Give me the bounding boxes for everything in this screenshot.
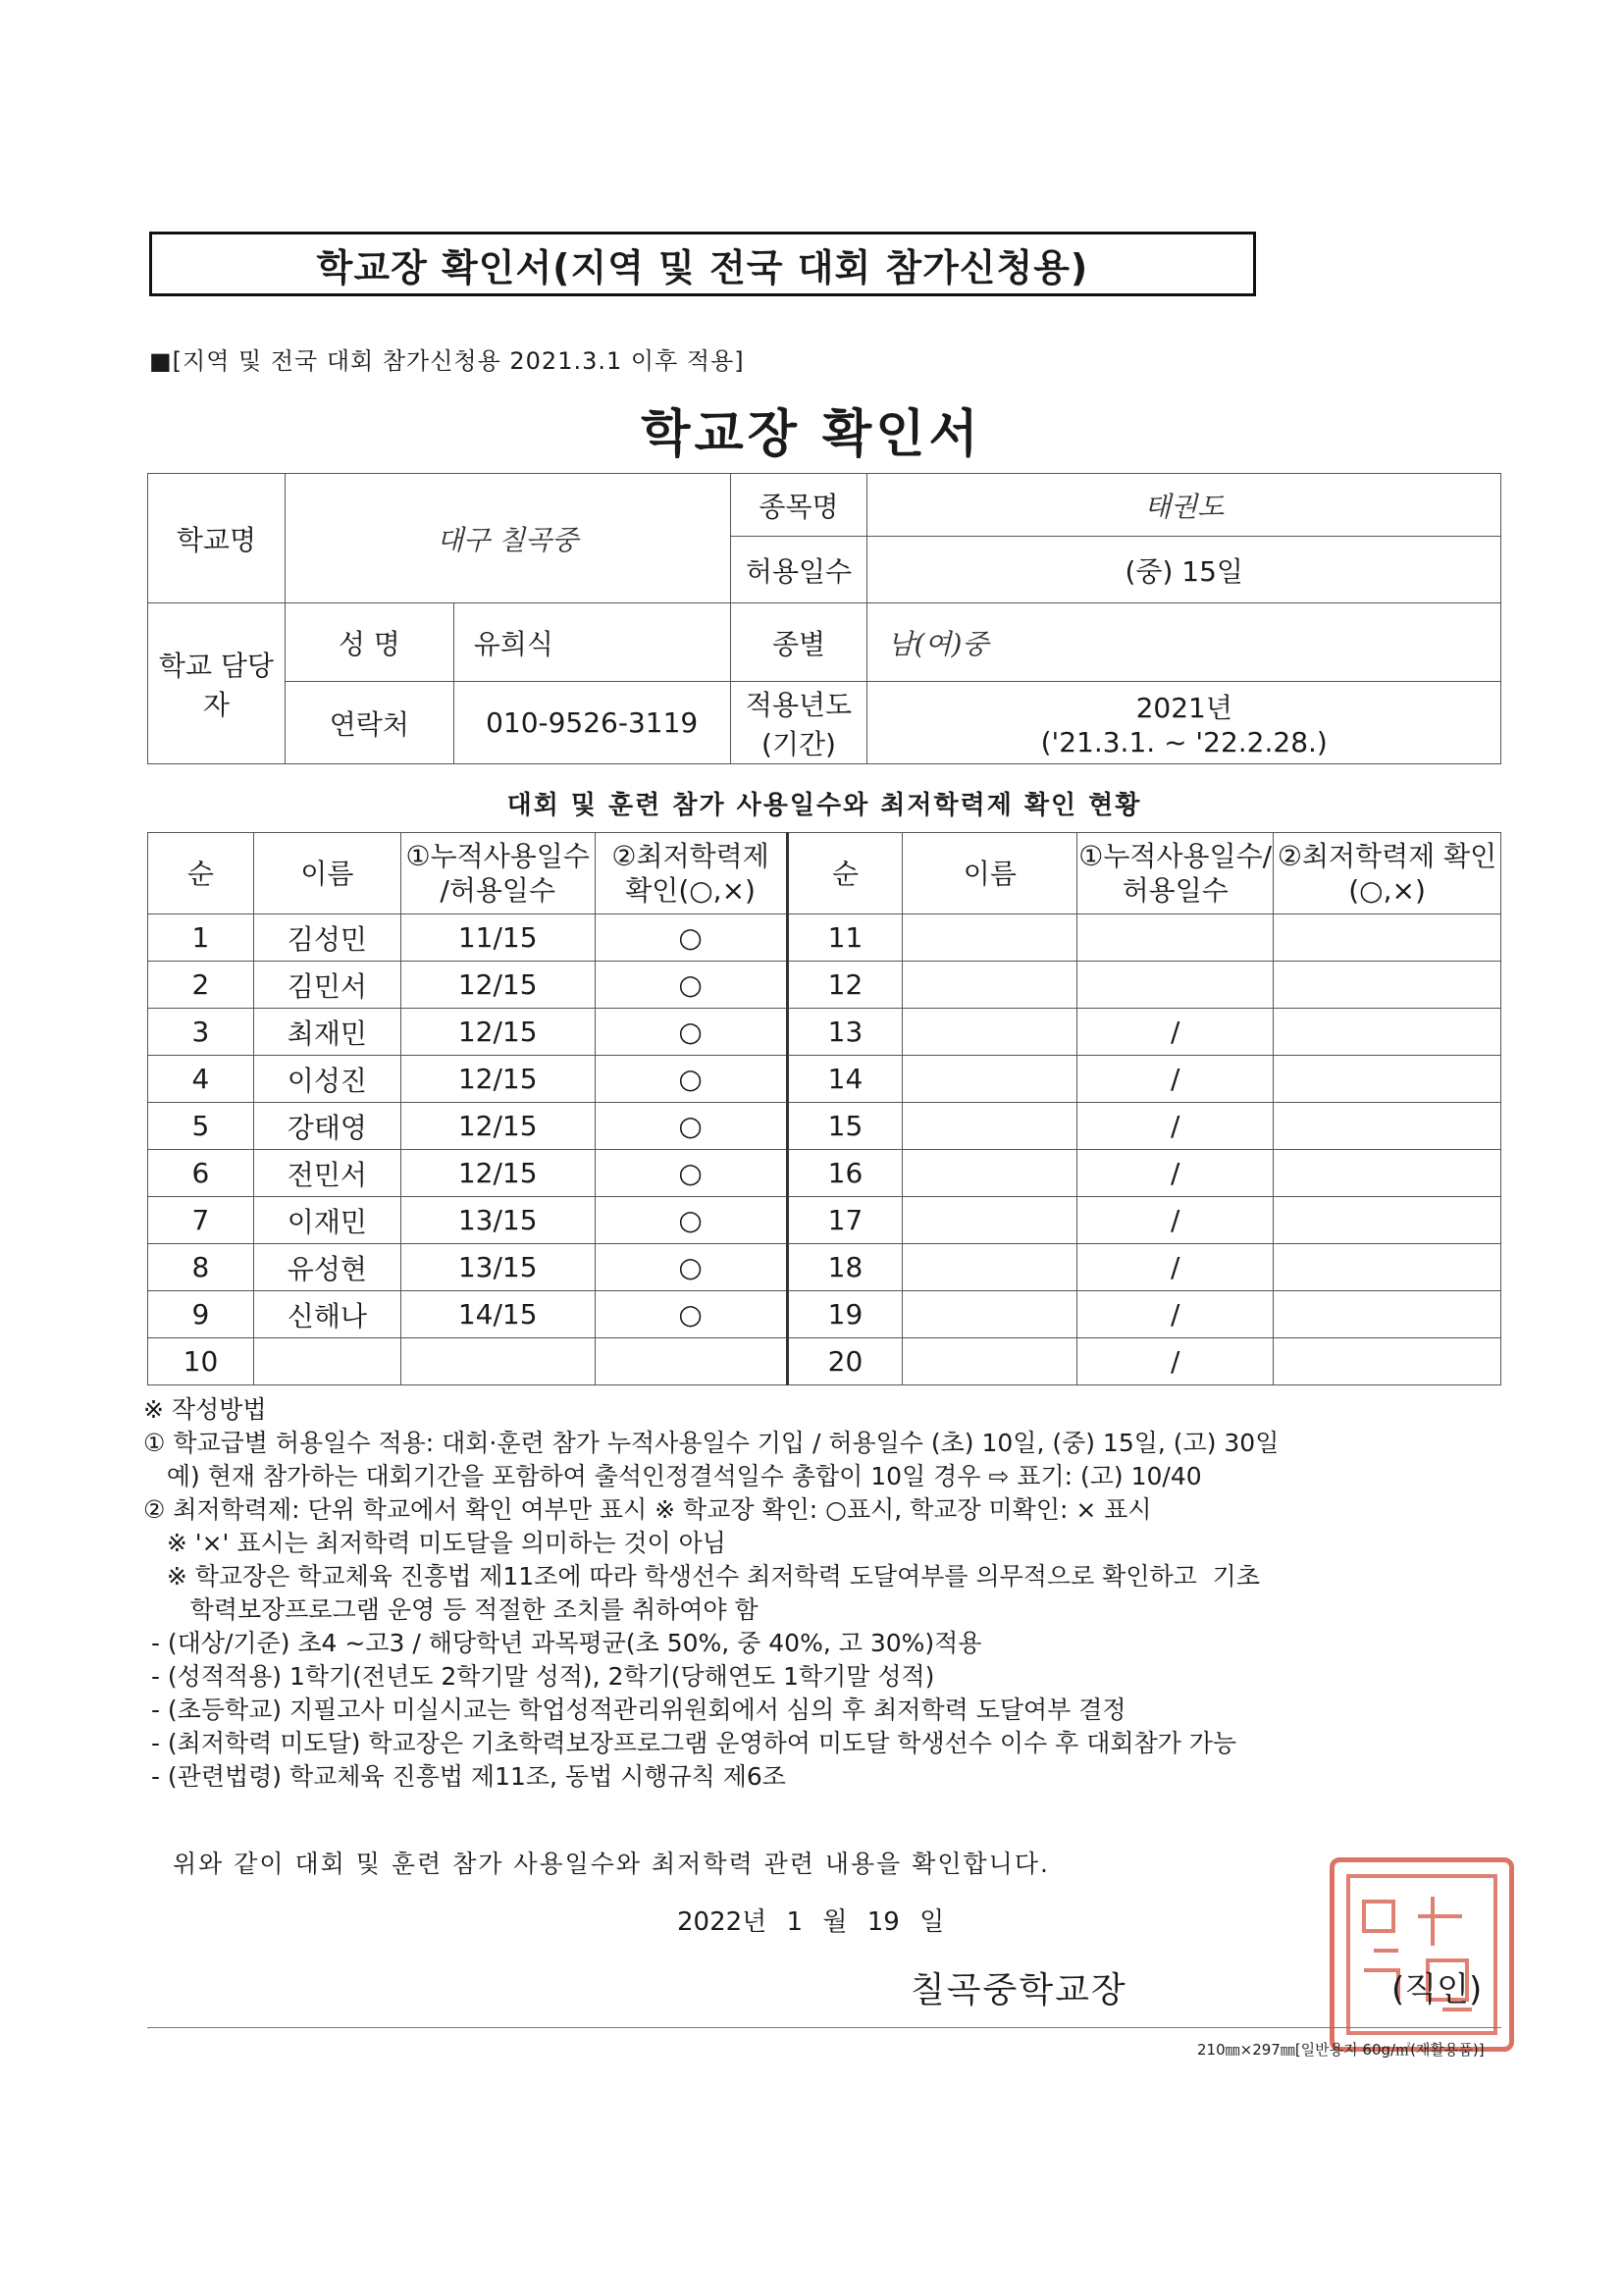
row-no: 5	[148, 1103, 254, 1150]
row-check-right	[1274, 962, 1501, 1009]
header-name: 이름	[253, 833, 400, 914]
table-row	[148, 1009, 1501, 1056]
method-line: ※ '×' 표시는 최저학력 미도달을 의미하는 것이 아님	[143, 1529, 726, 1557]
row-check-right	[1274, 1009, 1501, 1056]
school-label: 학교명	[148, 474, 286, 603]
row-name-right	[903, 1244, 1077, 1291]
row-name-right	[903, 1291, 1077, 1338]
row-days: 12/15	[400, 1103, 595, 1150]
row-check: ○	[595, 1056, 787, 1103]
table-header-row	[148, 833, 1501, 914]
row-days-right	[1077, 914, 1274, 962]
header-days: ①누적사용일수 /허용일수	[400, 833, 595, 914]
table-row	[148, 1291, 1501, 1338]
table-row	[148, 962, 1501, 1009]
row-check: ○	[595, 1103, 787, 1150]
confirmation-statement: 위와 같이 대회 및 훈련 참가 사용일수와 최저학력 관련 내용을 확인합니다.	[173, 1850, 1050, 1878]
row-no-right: 11	[787, 914, 903, 962]
row-check-right	[1274, 914, 1501, 962]
row-days-right: /	[1077, 1103, 1274, 1150]
header-check: ②최저학력제 확인(○,×)	[595, 833, 787, 914]
row-days-right: /	[1077, 1291, 1274, 1338]
period-value: ('21.3.1. ~ '22.2.28.)	[1040, 726, 1328, 758]
row-days-right: /	[1077, 1056, 1274, 1103]
row-days-right: /	[1077, 1244, 1274, 1291]
row-name-right	[903, 914, 1077, 962]
row-name: 강태영	[253, 1103, 400, 1150]
row-check: ○	[595, 962, 787, 1009]
row-name-right	[903, 1009, 1077, 1056]
row-no: 1	[148, 914, 254, 962]
row-no-right: 14	[787, 1056, 903, 1103]
row-no-right: 17	[787, 1197, 903, 1244]
main-title: 학교장 확인서	[641, 405, 982, 464]
row-no-right: 13	[787, 1009, 903, 1056]
row-check: ○	[595, 1197, 787, 1244]
table-row	[148, 1244, 1501, 1291]
header-no: 순	[148, 833, 254, 914]
row-name: 신해나	[253, 1291, 400, 1338]
row-days: 12/15	[400, 1056, 595, 1103]
table-row	[148, 1056, 1501, 1103]
method-line: ※ 작성방법	[143, 1395, 267, 1424]
table-body	[148, 914, 1501, 1385]
contact-label: 연락처	[285, 682, 453, 764]
row-no-right: 19	[787, 1291, 903, 1338]
row-days-right: /	[1077, 1197, 1274, 1244]
table-row	[148, 914, 1501, 962]
row-days: 12/15	[400, 962, 595, 1009]
row-days: 11/15	[400, 914, 595, 962]
row-name: 김성민	[253, 914, 400, 962]
row-check: ○	[595, 914, 787, 962]
school-info-table	[147, 473, 1501, 764]
row-name: 이재민	[253, 1197, 400, 1244]
method-line: 학력보장프로그램 운영 등 적절한 조치를 취하여야 함	[143, 1595, 759, 1624]
principal-signature: 칠곡중학교장	[911, 1970, 1127, 2010]
row-name-right	[903, 1056, 1077, 1103]
method-line: - (대상/기준) 초4 ~고3 / 해당학년 과목평균(초 50%, 중 40%, 고 30%)적용	[143, 1629, 982, 1657]
header-no-right: 순	[787, 833, 903, 914]
row-no: 4	[148, 1056, 254, 1103]
header-name-right: 이름	[903, 833, 1077, 914]
method-line: - (관련법령) 학교체육 진흥법 제11조, 동법 시행규칙 제6조	[143, 1762, 786, 1791]
row-no: 3	[148, 1009, 254, 1056]
writing-method	[143, 1393, 1517, 1794]
row-no-right: 18	[787, 1244, 903, 1291]
document-title-box	[149, 232, 1256, 296]
official-seal-stamp	[1330, 1857, 1514, 2052]
row-name-right	[903, 1338, 1077, 1385]
row-days: 12/15	[400, 1150, 595, 1197]
row-check-right	[1274, 1197, 1501, 1244]
gender-label: 종별	[730, 603, 867, 682]
allowed-days-value: (중) 15일	[867, 537, 1501, 603]
table-row	[148, 1197, 1501, 1244]
row-name-right	[903, 1103, 1077, 1150]
row-check-right	[1274, 1244, 1501, 1291]
row-check-right	[1274, 1056, 1501, 1103]
name-label: 성 명	[285, 603, 453, 682]
athlete-usage-table	[147, 832, 1501, 1385]
notice-line: ■[지역 및 전국 대회 참가신청용 2021.3.1 이후 적용]	[149, 347, 745, 375]
row-days: 14/15	[400, 1291, 595, 1338]
row-name-right	[903, 962, 1077, 1009]
year-cell	[867, 682, 1501, 764]
row-days: 13/15	[400, 1244, 595, 1291]
row-name: 김민서	[253, 962, 400, 1009]
row-check: ○	[595, 1150, 787, 1197]
usage-status-title: 대회 및 훈련 참가 사용일수와 최저학력제 확인 현황	[506, 791, 1142, 820]
school-value: 대구 칠곡중	[285, 474, 730, 603]
header-check-right: ②최저학력제 확인(○,×)	[1274, 833, 1501, 914]
method-line: ※ 학교장은 학교체육 진흥법 제11조에 따라 학생선수 최저학력 도달여부를 의무적으로 확인하고 기초	[143, 1562, 1260, 1591]
row-name-right	[903, 1150, 1077, 1197]
method-line: ① 학교급별 허용일수 적용: 대회·훈련 참가 누적사용일수 기입 / 허용일수 (초) 10일, (중) 15일, (고) 30일	[143, 1429, 1280, 1457]
row-days-right	[1077, 962, 1274, 1009]
contact-value: 010-9526-3119	[453, 682, 730, 764]
row-check: ○	[595, 1009, 787, 1056]
method-line: - (성적적용) 1학기(전년도 2학기말 성적), 2학기(당해연도 1학기말 성적)	[143, 1662, 935, 1691]
row-name: 전민서	[253, 1150, 400, 1197]
year-value: 2021년	[1135, 692, 1232, 724]
table-row	[148, 1103, 1501, 1150]
row-name	[253, 1338, 400, 1385]
row-check-right	[1274, 1338, 1501, 1385]
header-days-right: ①누적사용일수/ 허용일수	[1077, 833, 1274, 914]
row-check: ○	[595, 1291, 787, 1338]
sport-label: 종목명	[730, 474, 867, 537]
row-check-right	[1274, 1150, 1501, 1197]
row-name: 이성진	[253, 1056, 400, 1103]
issue-date: 2022년 1 월 19 일	[677, 1907, 945, 1937]
year-label: 적용년도 (기간)	[730, 682, 867, 764]
method-line: ② 최저학력제: 단위 학교에서 확인 여부만 표시 ※ 학교장 확인: ○표시, 학교장 미확인: × 표시	[143, 1495, 1152, 1524]
row-days-right: /	[1077, 1009, 1274, 1056]
row-check	[595, 1338, 787, 1385]
row-no-right: 12	[787, 962, 903, 1009]
row-no-right: 20	[787, 1338, 903, 1385]
row-no: 8	[148, 1244, 254, 1291]
row-name-right	[903, 1197, 1077, 1244]
row-no: 7	[148, 1197, 254, 1244]
row-no-right: 16	[787, 1150, 903, 1197]
row-check-right	[1274, 1103, 1501, 1150]
gender-value: 남(여)중	[867, 603, 1501, 682]
method-line: - (초등학교) 지필고사 미실시교는 학업성적관리위원회에서 심의 후 최저학력 도달여부 결정	[143, 1696, 1126, 1724]
table-row	[148, 1150, 1501, 1197]
row-days-right: /	[1077, 1338, 1274, 1385]
bottom-divider	[147, 2027, 1501, 2028]
row-check: ○	[595, 1244, 787, 1291]
row-no: 6	[148, 1150, 254, 1197]
row-no-right: 15	[787, 1103, 903, 1150]
manager-label: 학교 담당자	[148, 603, 286, 764]
row-days-right: /	[1077, 1150, 1274, 1197]
method-line: - (최저학력 미도달) 학교장은 기초학력보장프로그램 운영하여 미도달 학생선수 이수 후 대회참가 가능	[143, 1729, 1237, 1757]
table-row	[148, 1338, 1501, 1385]
row-name: 최재민	[253, 1009, 400, 1056]
document-title: 학교장 확인서(지역 및 전국 대회 참가신청용)	[316, 245, 1089, 289]
row-check-right	[1274, 1291, 1501, 1338]
row-no: 2	[148, 962, 254, 1009]
allowed-days-label: 허용일수	[730, 537, 867, 603]
sport-value: 태권도	[867, 474, 1501, 537]
row-days	[400, 1338, 595, 1385]
seal-label: (직인)	[1391, 1970, 1483, 2009]
row-name: 유성현	[253, 1244, 400, 1291]
row-days: 13/15	[400, 1197, 595, 1244]
method-line: 예) 현재 참가하는 대회기간을 포함하여 출석인정결석일수 총합이 10일 경우 ⇨ 표기: (고) 10/40	[143, 1462, 1202, 1490]
row-days: 12/15	[400, 1009, 595, 1056]
paper-spec: 210㎜×297㎜[일반용지 60g/㎡(재활용품)]	[1197, 2041, 1485, 2059]
row-no: 9	[148, 1291, 254, 1338]
row-no: 10	[148, 1338, 254, 1385]
name-value: 유희식	[453, 603, 730, 682]
